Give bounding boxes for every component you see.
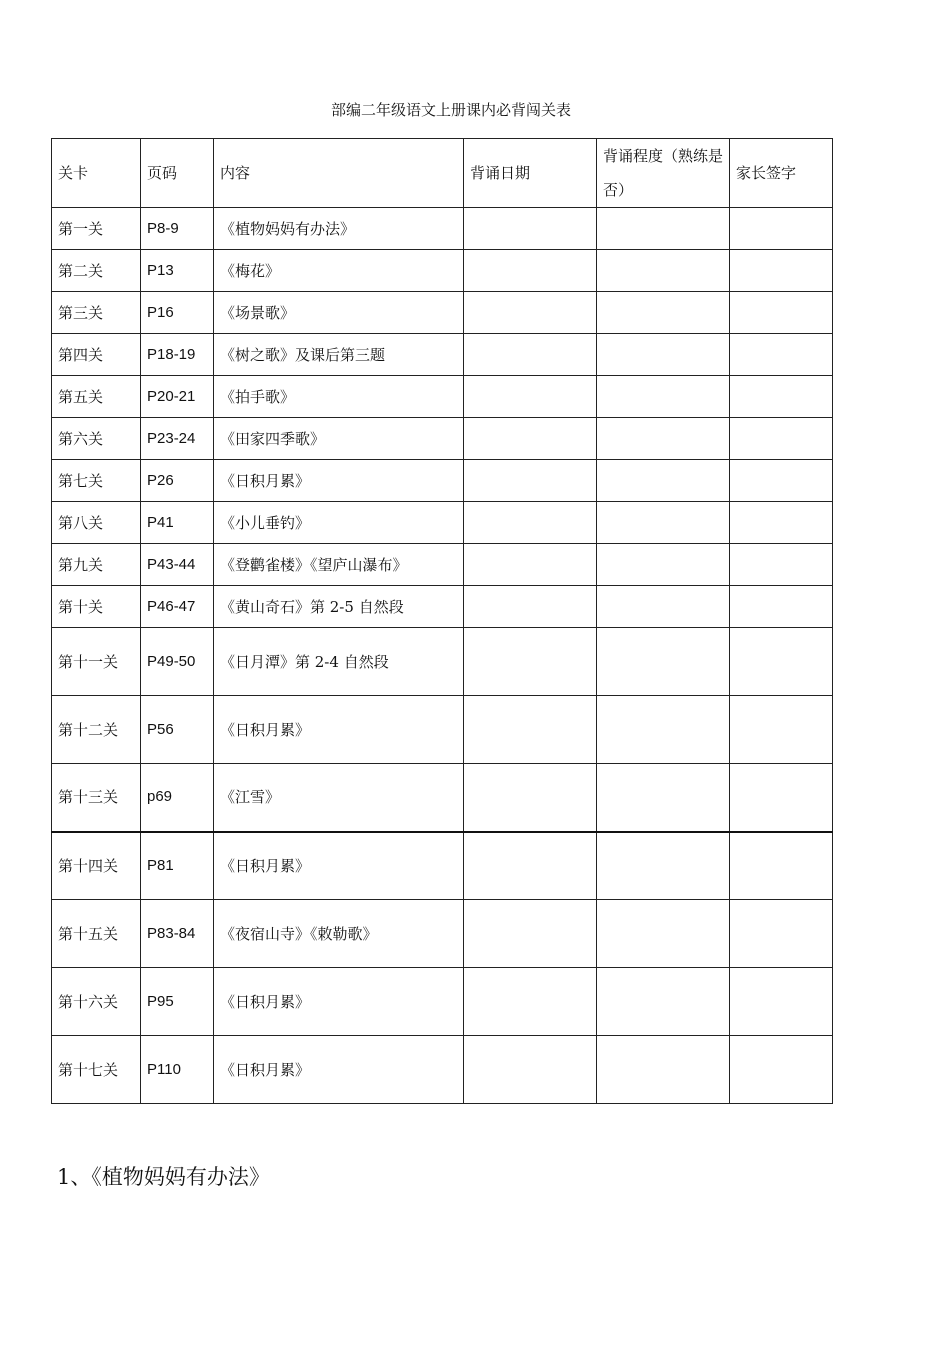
fluency-cell[interactable]: [597, 376, 730, 418]
header-date: 背诵日期: [464, 139, 597, 208]
content-cell: 《日积月累》: [214, 968, 464, 1036]
fluency-cell[interactable]: [597, 968, 730, 1036]
sign-cell[interactable]: [730, 334, 833, 376]
sign-cell[interactable]: [730, 586, 833, 628]
level-cell: 第二关: [52, 250, 141, 292]
page-cell: P20-21: [141, 376, 214, 418]
fluency-cell[interactable]: [597, 764, 730, 832]
content-cell: 《日积月累》: [214, 696, 464, 764]
sign-cell[interactable]: [730, 208, 833, 250]
fluency-cell[interactable]: [597, 1036, 730, 1104]
table-row: [52, 900, 833, 968]
page-cell: P8-9: [141, 208, 214, 250]
date-cell[interactable]: [464, 208, 597, 250]
date-cell[interactable]: [464, 376, 597, 418]
sign-cell[interactable]: [730, 544, 833, 586]
date-cell[interactable]: [464, 586, 597, 628]
page-cell: P56: [141, 696, 214, 764]
date-cell[interactable]: [464, 292, 597, 334]
date-cell[interactable]: [464, 832, 597, 900]
content-cell: 《日月潭》第 2-4 自然段: [214, 628, 464, 696]
table-row: [52, 460, 833, 502]
header-content: 内容: [214, 139, 464, 208]
date-cell[interactable]: [464, 900, 597, 968]
table-row: [52, 418, 833, 460]
table-row: [52, 544, 833, 586]
page-cell: P95: [141, 968, 214, 1036]
fluency-cell[interactable]: [597, 208, 730, 250]
sign-cell[interactable]: [730, 418, 833, 460]
date-cell[interactable]: [464, 544, 597, 586]
date-cell[interactable]: [464, 460, 597, 502]
level-cell: 第十一关: [52, 628, 141, 696]
page-cell: P46-47: [141, 586, 214, 628]
header-sign: 家长签字: [730, 139, 833, 208]
content-cell: 《黄山奇石》第 2-5 自然段: [214, 586, 464, 628]
sign-cell[interactable]: [730, 628, 833, 696]
content-cell: 《田家四季歌》: [214, 418, 464, 460]
fluency-cell[interactable]: [597, 250, 730, 292]
table-row: [52, 334, 833, 376]
table-row: [52, 586, 833, 628]
sign-cell[interactable]: [730, 696, 833, 764]
fluency-cell[interactable]: [597, 460, 730, 502]
header-fluency: 背诵程度（熟练是否）: [597, 139, 730, 208]
level-cell: 第十六关: [52, 968, 141, 1036]
date-cell[interactable]: [464, 334, 597, 376]
level-cell: 第九关: [52, 544, 141, 586]
content-cell: 《日积月累》: [214, 460, 464, 502]
date-cell[interactable]: [464, 502, 597, 544]
fluency-cell[interactable]: [597, 292, 730, 334]
table-row: [52, 292, 833, 334]
date-cell[interactable]: [464, 418, 597, 460]
page-cell: p69: [141, 764, 214, 832]
page-cell: P16: [141, 292, 214, 334]
page-cell: P81: [141, 832, 214, 900]
content-cell: 《植物妈妈有办法》: [214, 208, 464, 250]
table-row: [52, 764, 833, 832]
header-level: 关卡: [52, 139, 141, 208]
table-row: [52, 376, 833, 418]
page-cell: P41: [141, 502, 214, 544]
content-cell: 《拍手歌》: [214, 376, 464, 418]
level-cell: 第四关: [52, 334, 141, 376]
fluency-cell[interactable]: [597, 334, 730, 376]
sign-cell[interactable]: [730, 832, 833, 900]
content-cell: 《场景歌》: [214, 292, 464, 334]
header-page: 页码: [141, 139, 214, 208]
page-cell: P13: [141, 250, 214, 292]
sign-cell[interactable]: [730, 764, 833, 832]
content-cell: 《夜宿山寺》《敕勒歌》: [214, 900, 464, 968]
level-cell: 第六关: [52, 418, 141, 460]
page-cell: P26: [141, 460, 214, 502]
page-cell: P18-19: [141, 334, 214, 376]
section-heading: 1、《植物妈妈有办法》: [57, 1165, 270, 1189]
table-row: [52, 502, 833, 544]
level-cell: 第十七关: [52, 1036, 141, 1104]
sign-cell[interactable]: [730, 376, 833, 418]
level-cell: 第五关: [52, 376, 141, 418]
level-cell: 第七关: [52, 460, 141, 502]
date-cell[interactable]: [464, 1036, 597, 1104]
fluency-cell[interactable]: [597, 832, 730, 900]
page-cell: P83-84: [141, 900, 214, 968]
level-cell: 第一关: [52, 208, 141, 250]
document-title: 部编二年级语文上册课内必背闯关表: [330, 101, 571, 119]
date-cell[interactable]: [464, 628, 597, 696]
sign-cell[interactable]: [730, 250, 833, 292]
level-cell: 第十二关: [52, 696, 141, 764]
content-cell: 《梅花》: [214, 250, 464, 292]
sign-cell[interactable]: [730, 460, 833, 502]
content-cell: 《小儿垂钓》: [214, 502, 464, 544]
table-row: [52, 696, 833, 764]
level-cell: 第十三关: [52, 764, 141, 832]
sign-cell[interactable]: [730, 292, 833, 334]
date-cell[interactable]: [464, 968, 597, 1036]
content-cell: 《登鹳雀楼》《望庐山瀑布》: [214, 544, 464, 586]
fluency-cell[interactable]: [597, 586, 730, 628]
sign-cell[interactable]: [730, 502, 833, 544]
content-cell: 《日积月累》: [214, 1036, 464, 1104]
table-header-row: [52, 139, 833, 208]
date-cell[interactable]: [464, 696, 597, 764]
fluency-cell[interactable]: [597, 418, 730, 460]
fluency-cell[interactable]: [597, 628, 730, 696]
fluency-cell[interactable]: [597, 544, 730, 586]
table-row: [52, 628, 833, 696]
fluency-cell[interactable]: [597, 696, 730, 764]
level-cell: 第三关: [52, 292, 141, 334]
table-row: [52, 968, 833, 1036]
page-cell: P49-50: [141, 628, 214, 696]
date-cell[interactable]: [464, 764, 597, 832]
page-cell: P23-24: [141, 418, 214, 460]
table-row: [52, 832, 833, 900]
fluency-cell[interactable]: [597, 502, 730, 544]
level-cell: 第十关: [52, 586, 141, 628]
recitation-checklist-table: [51, 138, 833, 1104]
content-cell: 《日积月累》: [214, 832, 464, 900]
content-cell: 《江雪》: [214, 764, 464, 832]
page-cell: P43-44: [141, 544, 214, 586]
page-cell: P110: [141, 1036, 214, 1104]
sign-cell[interactable]: [730, 968, 833, 1036]
level-cell: 第八关: [52, 502, 141, 544]
sign-cell[interactable]: [730, 900, 833, 968]
table-row: [52, 1036, 833, 1104]
date-cell[interactable]: [464, 250, 597, 292]
content-cell: 《树之歌》及课后第三题: [214, 334, 464, 376]
sign-cell[interactable]: [730, 1036, 833, 1104]
level-cell: 第十五关: [52, 900, 141, 968]
table-row: [52, 208, 833, 250]
fluency-cell[interactable]: [597, 900, 730, 968]
table-row: [52, 250, 833, 292]
level-cell: 第十四关: [52, 832, 141, 900]
